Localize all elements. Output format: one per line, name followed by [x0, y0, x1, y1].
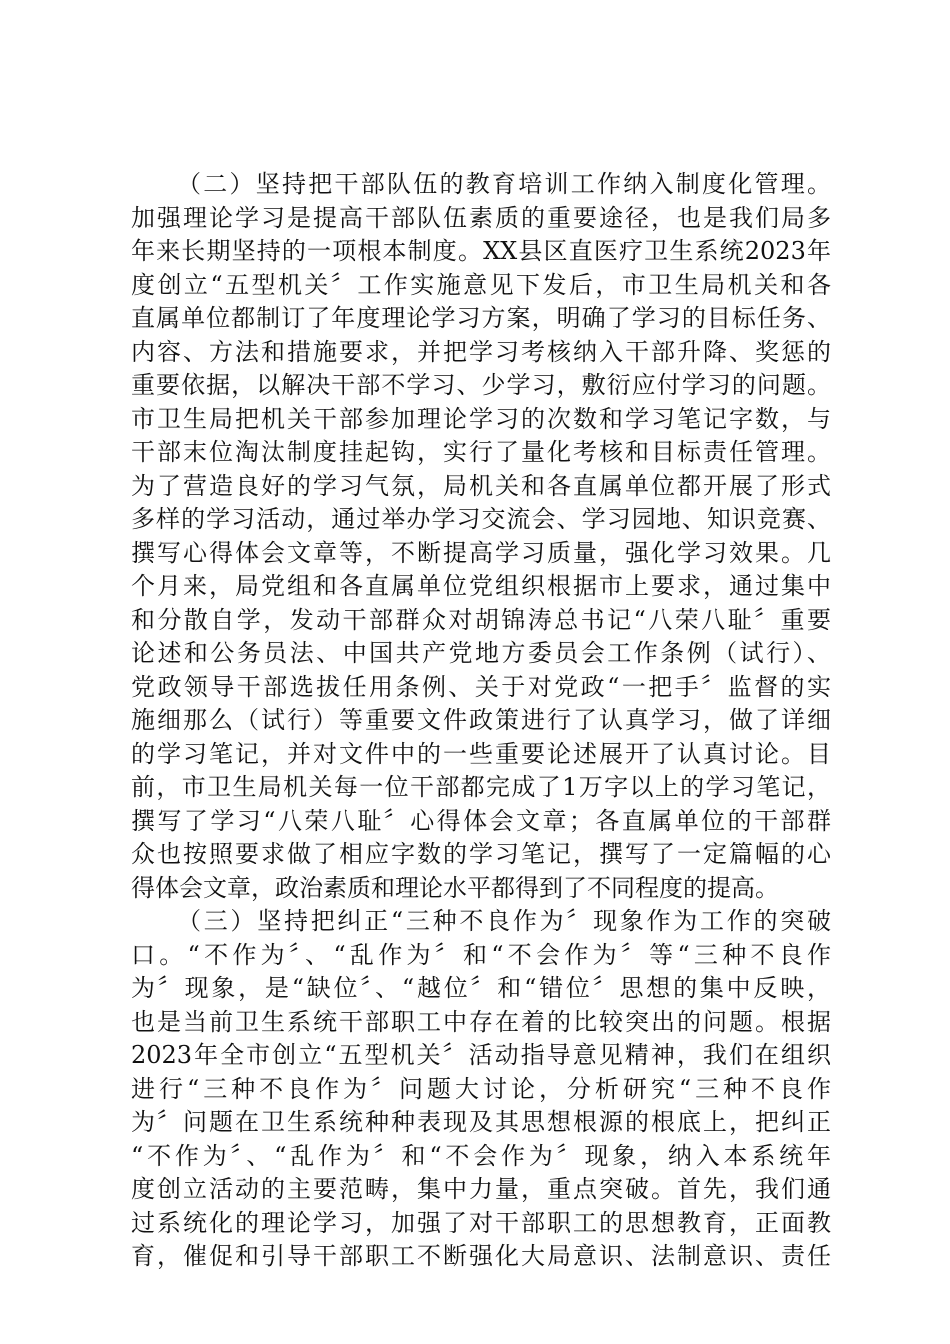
text-line: 为了营造良好的学习气氛，局机关和各直属单位都开展了形式: [131, 471, 831, 500]
text-line: （三）坚持把纠正“三种不良作为〞现象作为工作的突破: [177, 907, 831, 935]
text-line: 年来长期坚持的一项根本制度。XX县区直医疗卫生系统2023年: [131, 237, 831, 265]
text-line: 党政领导干部选拔任用条例、关于对党政“一把手〞监督的实: [131, 672, 831, 701]
text-line: 个月来，局党组和各直属单位党组织根据市上要求，通过集中: [131, 572, 831, 600]
text-line: 的学习笔记，并对文件中的一些重要论述展开了认真讨论。目: [131, 739, 831, 768]
text-line: 多样的学习活动，通过举办学习交流会、学习园地、知识竞赛、: [131, 505, 831, 533]
text-line: 撰写心得体会文章等，不断提高学习质量，强化学习效果。几: [131, 538, 831, 567]
text-line: 和分散自学，发动干部群众对胡锦涛总书记“八荣八耻〞重要: [131, 605, 831, 634]
text-line: 撰写了学习“八荣八耻〞心得体会文章；各直属单位的干部群: [131, 806, 831, 835]
text-line: 也是当前卫生系统干部职工中存在着的比较突出的问题。根据: [131, 1007, 831, 1036]
text-line: 众也按照要求做了相应字数的学习笔记，撰写了一定篇幅的心: [131, 840, 831, 868]
text-line: 过系统化的理论学习，加强了对干部职工的思想教育，正面教: [131, 1208, 831, 1237]
text-line: 市卫生局把机关干部参加理论学习的次数和学习笔记字数，与: [131, 404, 831, 433]
document-body: [131, 168, 831, 1274]
text-line: 为〞现象，是“缺位〞、“越位〞和“错位〞思想的集中反映，: [131, 974, 831, 1002]
text-line: 口。“不作为〞、“乱作为〞和“不会作为〞等“三种不良作: [131, 940, 831, 969]
text-line: 进行“三种不良作为〞问题大讨论，分析研究“三种不良作: [131, 1074, 831, 1103]
text-line: “不作为〞、“乱作为〞和“不会作为〞现象，纳入本系统年: [131, 1141, 831, 1170]
text-line: （二）坚持把干部队伍的教育培训工作纳入制度化管理。: [177, 170, 831, 198]
text-line: 干部末位淘汰制度挂起钩，实行了量化考核和目标责任管理。: [131, 438, 831, 466]
text-line: 2023年全市创立“五型机关〞活动指导意见精神，我们在组织: [131, 1041, 831, 1069]
text-line: 论述和公务员法、中国共产党地方委员会工作条例（试行）、: [131, 639, 831, 667]
text-line: 内容、方法和措施要求，并把学习考核纳入干部升降、奖惩的: [131, 337, 831, 366]
text-line: 重要依据，以解决干部不学习、少学习，敷衍应付学习的问题。: [131, 371, 831, 399]
text-line: 直属单位都制订了年度理论学习方案，明确了学习的目标任务、: [131, 304, 831, 332]
text-line: 度创立活动的主要范畴，集中力量，重点突破。首先，我们通: [131, 1175, 831, 1203]
text-line: 度创立“五型机关〞工作实施意见下发后，市卫生局机关和各: [131, 270, 831, 299]
text-line: 施细那么（试行）等重要文件政策进行了认真学习，做了详细: [131, 706, 831, 734]
text-line: 加强理论学习是提高干部队伍素质的重要途径，也是我们局多: [131, 203, 831, 232]
text-line: 得体会文章，政治素质和理论水平都得到了不同程度的提高。: [131, 873, 779, 902]
text-line: 前，市卫生局机关每一位干部都完成了1万字以上的学习笔记，: [131, 773, 831, 801]
text-line: 育，催促和引导干部职工不断强化大局意识、法制意识、责任: [131, 1242, 831, 1270]
text-line: 为〞问题在卫生系统种种表现及其思想根源的根底上，把纠正: [131, 1108, 831, 1136]
